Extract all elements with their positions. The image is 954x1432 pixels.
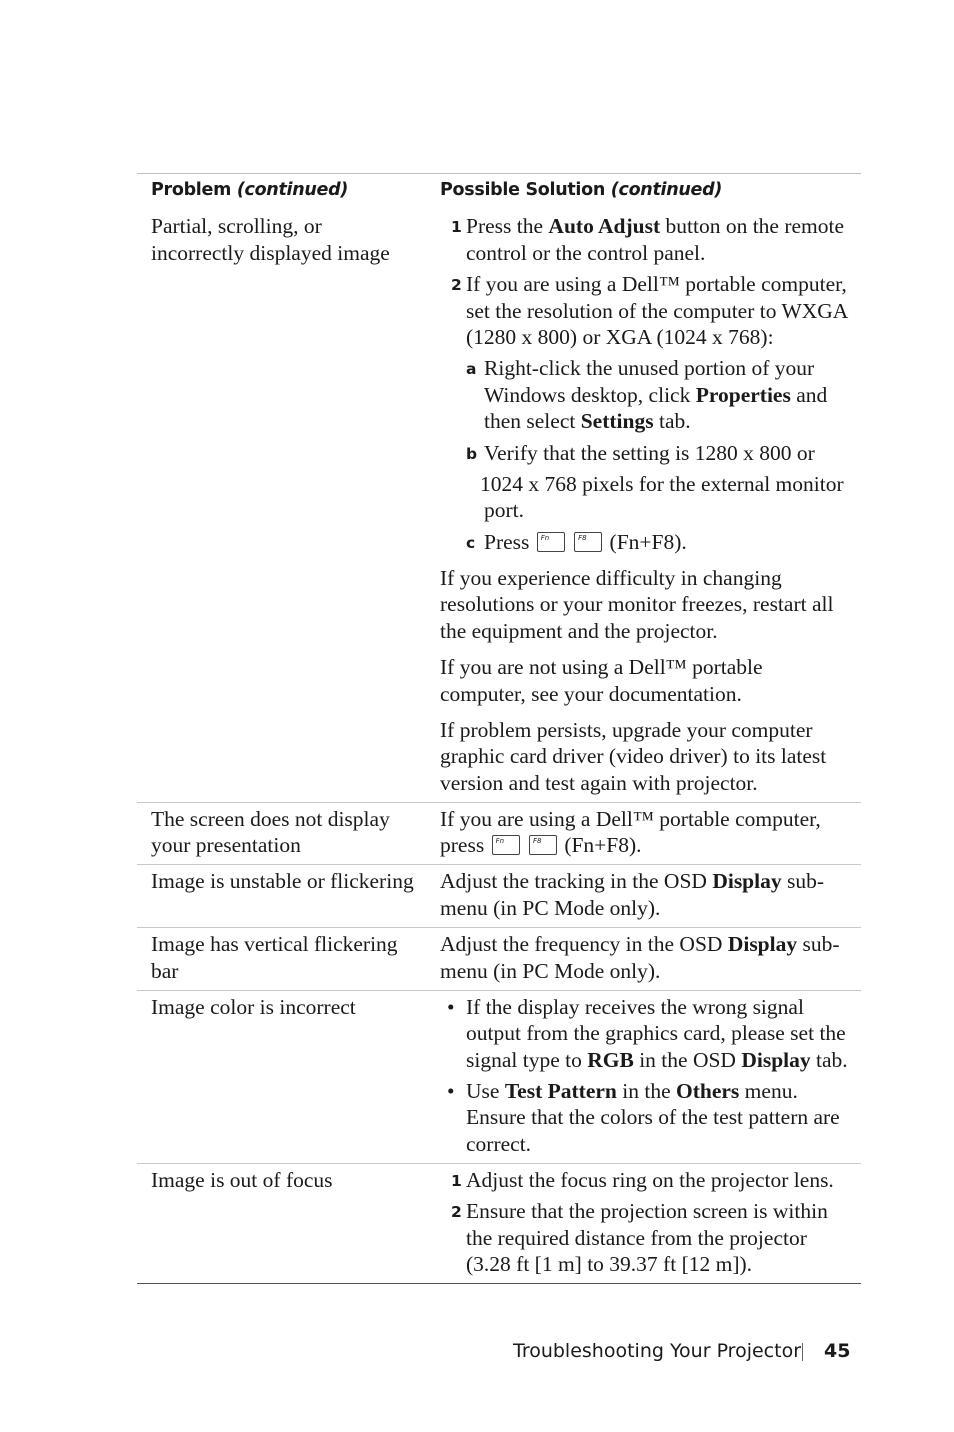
paragraph-text: graphic card driver (video driver) to its latest [440, 744, 827, 768]
fn-key-icon: Fn [537, 532, 565, 552]
row-divider [137, 990, 861, 991]
step-text: control or the control panel. [466, 241, 706, 265]
paragraph-text: computer, see your documentation. [440, 682, 742, 706]
substep-text: Right-click the unused portion of your [484, 356, 815, 380]
paragraph-text: version and test again with projector. [440, 771, 758, 795]
step-text: Ensure that the projection screen is within [466, 1199, 828, 1223]
paragraph-text: the equipment and the projector. [440, 619, 718, 643]
bullet-text: output from the graphics card, please set the [466, 1021, 846, 1045]
table-top-rule [137, 173, 861, 174]
step-text: Adjust the focus ring on the projector lens. [466, 1168, 834, 1192]
substep-letter: c [466, 534, 476, 552]
substep-text: port. [484, 498, 525, 522]
bullet-icon: • [447, 1079, 455, 1103]
substep-text: Windows desktop, click Properties and [484, 383, 828, 407]
problem-cell: bar [151, 959, 179, 983]
step-text: set the resolution of the computer to WXGA [466, 299, 849, 323]
row-divider [137, 1163, 861, 1164]
bullet-text: If the display receives the wrong signal [466, 995, 804, 1019]
step-number: 2 [451, 276, 462, 294]
substep-text: then select Settings tab. [484, 409, 691, 433]
step-text: the required distance from the projector [466, 1226, 807, 1250]
substep-text: Verify that the setting is 1280 x 800 or [484, 441, 815, 465]
f8-key-icon: F8 [529, 835, 557, 855]
problem-cell: incorrectly displayed image [151, 241, 390, 265]
substep-letter: a [466, 360, 477, 378]
step-number: 2 [451, 1203, 462, 1221]
step-number: 1 [451, 218, 462, 236]
column-header-problem: Problem (continued) [151, 180, 349, 200]
table-bottom-rule [137, 1283, 861, 1284]
bullet-icon: • [447, 995, 455, 1019]
problem-cell: Image is unstable or flickering [151, 869, 414, 893]
f8-key-icon: F8 [574, 532, 602, 552]
step-text: (3.28 ft [1 m] to 39.37 ft [12 m]). [466, 1252, 753, 1276]
substep-text: 1024 x 768 pixels for the external monitor [480, 472, 844, 496]
footer-divider [802, 1343, 803, 1361]
paragraph-text: resolutions or your monitor freezes, restart all [440, 592, 834, 616]
problem-cell: your presentation [151, 833, 301, 857]
column-header-solution: Possible Solution (continued) [440, 180, 723, 200]
problem-cell: Image is out of focus [151, 1168, 333, 1192]
row-divider [137, 864, 861, 865]
bullet-text: signal type to RGB in the OSD Display tab. [466, 1048, 848, 1072]
bullet-text: Use Test Pattern in the Others menu. [466, 1079, 798, 1103]
footer-section-title: Troubleshooting Your Projector [513, 1340, 802, 1362]
solution-text: Adjust the frequency in the OSD Display sub- [440, 932, 840, 956]
solution-text: If you are using a Dell™ portable computer, [440, 807, 821, 831]
problem-cell: Image color is incorrect [151, 995, 356, 1019]
fn-key-icon: Fn [492, 835, 520, 855]
solution-text: menu (in PC Mode only). [440, 959, 661, 983]
substep-text: Press Fn F8 (Fn+F8). [484, 530, 687, 554]
solution-text: Adjust the tracking in the OSD Display sub- [440, 869, 825, 893]
row-divider [137, 802, 861, 803]
step-number: 1 [451, 1172, 462, 1190]
bullet-text: correct. [466, 1132, 532, 1156]
paragraph-text: If you are not using a Dell™ portable [440, 655, 763, 679]
solution-text: menu (in PC Mode only). [440, 896, 661, 920]
page-number: 45 [824, 1340, 851, 1362]
bullet-text: Ensure that the colors of the test pattern are [466, 1105, 840, 1129]
step-text: Press the Auto Adjust button on the remote [466, 214, 845, 238]
row-divider [137, 927, 861, 928]
solution-text: press Fn F8 (Fn+F8). [440, 833, 642, 857]
problem-cell: Partial, scrolling, or [151, 214, 322, 238]
problem-cell: Image has vertical flickering [151, 932, 398, 956]
paragraph-text: If problem persists, upgrade your computer [440, 718, 813, 742]
problem-cell: The screen does not display [151, 807, 390, 831]
step-text: (1280 x 800) or XGA (1024 x 768): [466, 325, 774, 349]
substep-letter: b [466, 445, 478, 463]
paragraph-text: If you experience difficulty in changing [440, 566, 782, 590]
step-text: If you are using a Dell™ portable computer, [466, 272, 847, 296]
